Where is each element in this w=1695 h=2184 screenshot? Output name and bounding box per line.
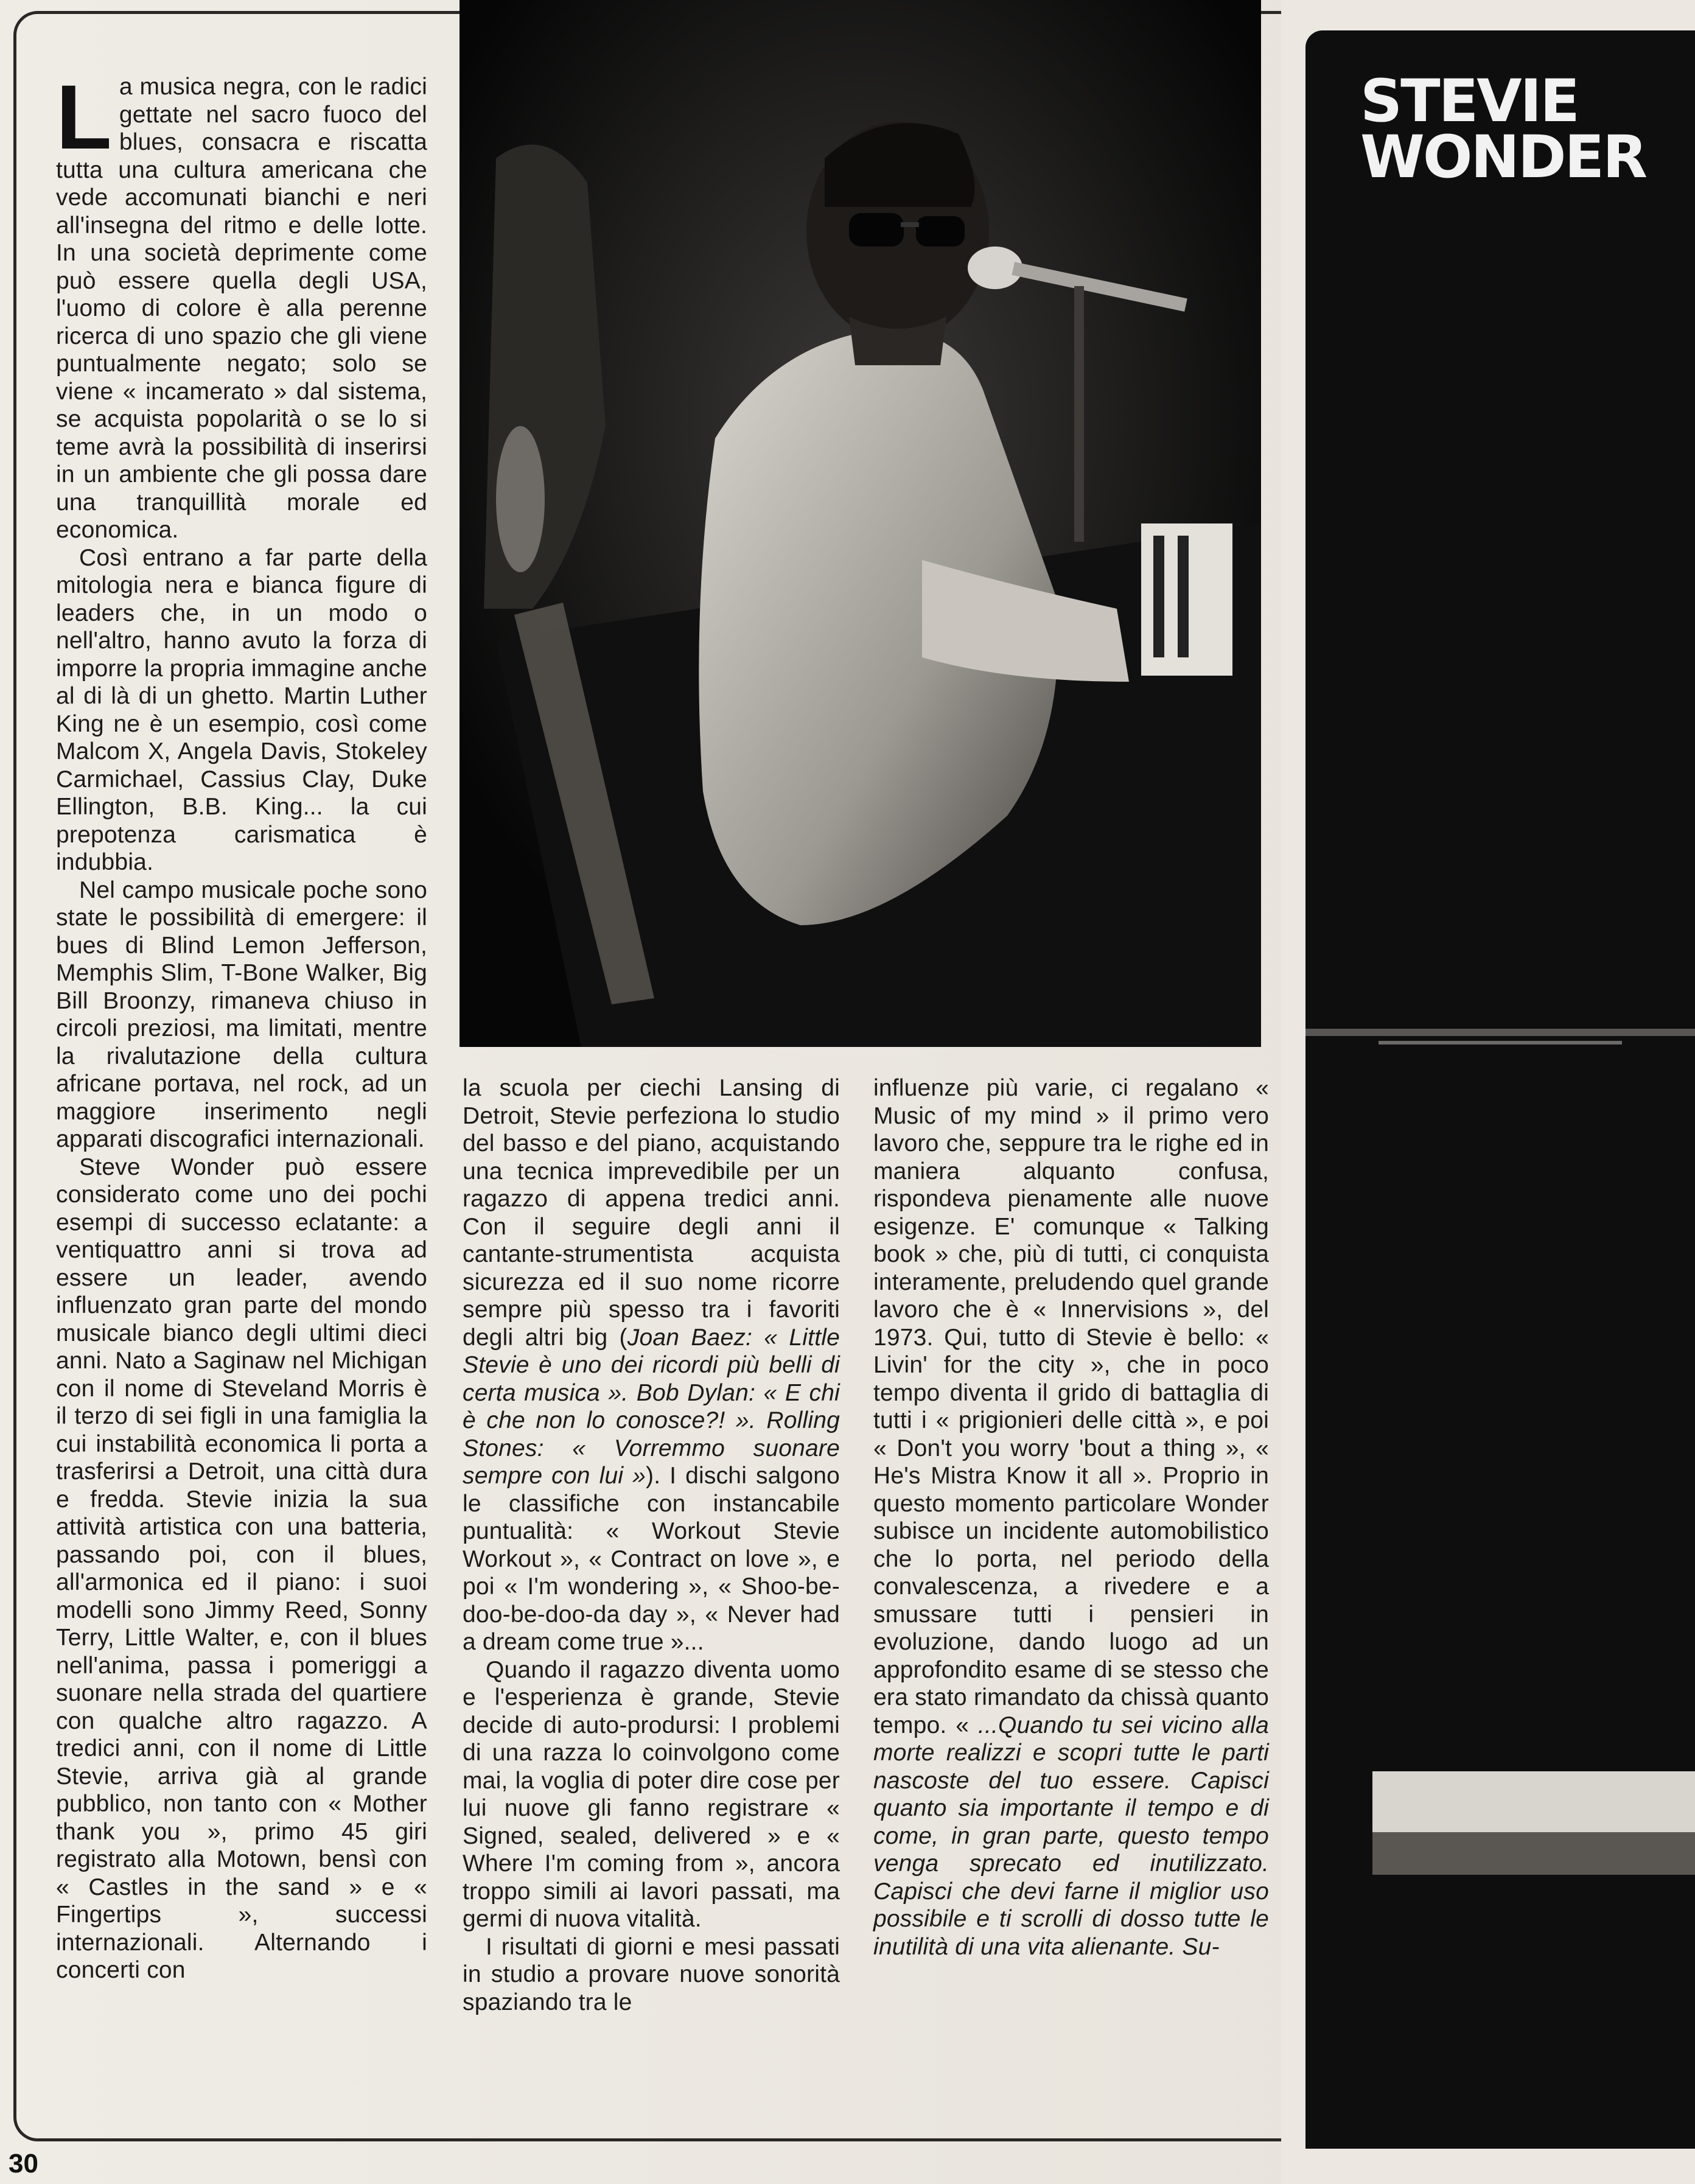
drop-cap: L [56,66,112,168]
paragraph-text: a musica negra, con le radici gettate nel sacro fuoco del blues, consacra e riscatta tutta una cultura americana che vede accomunati bianchi e neri all'insegna del ritmo e delle lotte. In una società deprimente come può essere quella degli USA, l'uomo di colore è alla perenne ricerca di uno spazio che gli viene puntualmente negato; solo se viene « incamerato » dal sistema, se acquista popolarità o se lo si teme avrà la possibilità di inserirsi in un ambiente che gli possa dare una tranquillità morale ed economica. [56,74,427,543]
article-paragraph: Così entrano a far parte della mitologia nera e bianca figure di leaders che, in un modo o nell'altro, hanno avuto la forza di imporre la propria immagine anche al di là di un ghetto. Martin Luther King ne è un esempio, così come Malcom X, Angela Davis, Stokeley Carmichael, Cassius Clay, Duke Ellington, B.B. King... la cui prepotenza carismatica è indubbia. [56,544,427,875]
article-paragraph: Nel campo musicale poche sono state le possibilità di emergere: il bues di Blind Lemon Jefferson, Memphis Slim, T-Bone Walker, Big Bill Broonzy, rimaneva chiuso in circoli preziosi, ma limitati, mentre la rivalutazione della cultura africane portava, nel rock, ad un maggiore inserimento negli apparati discografici internazionali. [56,877,427,1152]
paragraph-text: ). I dischi salgono le classifiche con instancabile puntualità: « Workout Stevie Workout », « Contract on love », e poi « I'm wondering », « Shoo-be-doo-be-doo-da day », « Never had a dream come true »... [463,1463,840,1655]
quote-text: ...Quando tu sei vicino alla morte realizzi e scopri tutte le parti nascoste del tuo essere. Capisci quanto sia importante il tempo e di come, in gran parte, questo tempo venga sprecato ed inutilizzato. Capisci che devi farne il miglior uso possibile e ti scrolli di dosso tutte le inutilità di una vita alienante. Su- [873,1712,1270,1960]
article-paragraph [873,1074,1269,1961]
title-line-2: WONDER [1360,123,1646,191]
paragraph-text: la scuola per ciechi Lansing di Detroit, Stevie perfeziona lo studio del basso e del piano, acquistando una tecnica imprevedibile per un ragazzo di appena tredici anni. Con il seguire degli anni il cantante-strumentista acquista sicurezza ed il suo nome ricorre sempre più spesso tra i favoriti degli altri big ( [463,1075,840,1351]
paragraph-text: influenze più varie, ci regalano « Music of my mind » il primo vero lavoro che, seppure tra le righe ed in maniera alquanto confusa, rispondeva pienamente alle nuove esigenze. E' comunque « Talking book » che, più di tutti, ci conquista interamente, preludendo quel grande lavoro che è « Innervisions », del 1973. Qui, tutto di Stevie è bello: « Livin' for the city », che in poco tempo diventa il grido di battaglia di tutti i « prigionieri delle città », e poi « Don't you worry 'bout a thing », « He's Mistra Know it all ». Proprio in questo momento particolare Wonder subisce un incidente automobilistico che lo porta, nel periodo della convalescenza, a rivedere e a smussare tutti i pensieri in evoluzione, dando luogo ad un approfondito esame di se stesso che era stato rimandato da chissà quanto tempo. « [873,1075,1269,1738]
page-number: 30 [9,2149,38,2179]
article-column-2 [463,1074,840,2016]
article-paragraph: Quando il ragazzo diventa uomo e l'esperienza è grande, Stevie decide di auto-prodursi: I problemi di una razza lo coinvolgono come mai, la voglia di poter dire cose per lui nuove gli fanno registrare « Signed, sealed, delivered » e « Where I'm coming from », ancora troppo simili ai lavori passati, ma germi di nuova vitalità. [463,1656,840,1932]
quote-text: Joan Baez: « Little Stevie è uno dei ricordi più belli di certa musica ». Bob Dylan: « E chi è che non lo conosce?! ». Rolling Stones: « Vorremmo suonare sempre con lui » [463,1324,840,1489]
article-column-1 [56,66,427,1984]
article-paragraph [56,66,427,544]
article-paragraph [463,1074,840,1656]
photo-illustration [460,0,1261,1047]
title-panel [1305,30,1695,2149]
title-line-1: STEVIE [1360,67,1578,135]
article-column-3 [873,1074,1269,1961]
article-paragraph: Steve Wonder può essere considerato come uno dei pochi esempi di successo eclatante: a ventiquattro anni si trova ad essere un leader, avendo influenzato gran parte del mondo musicale bianco degli ultimi dieci anni. Nato a Saginaw nel Michigan con il nome di Steveland Morris è il terzo di sei figli in una famiglia la cui instabilità economica li porta a trasferirsi a Detroit, una città dura e fredda. Stevie inizia la sua attività artistica con una batteria, passando poi, con il blues, all'armonica ed il piano: i suoi modelli sono Jimmy Reed, Sonny Terry, Little Walter, e, con il blues nell'anima, passa i pomeriggi a suonare nella strada del quartiere con qualche altro ragazzo. A tredici anni, con il nome di Little Stevie, arriva già al grande pubblico, non tanto con « Mother thank you », primo 45 giri registrato alla Motown, bensì con « Castles in the sand » e « Fingertips », successi internazionali. Alternando i concerti con [56,1153,427,1983]
panel-photo-detail [1305,30,1695,2149]
article-paragraph: I risultati di giorni e mesi passati in studio a provare nuove sonorità spaziando tra le [463,1933,840,2015]
singer-at-piano-photo [460,0,1261,1047]
